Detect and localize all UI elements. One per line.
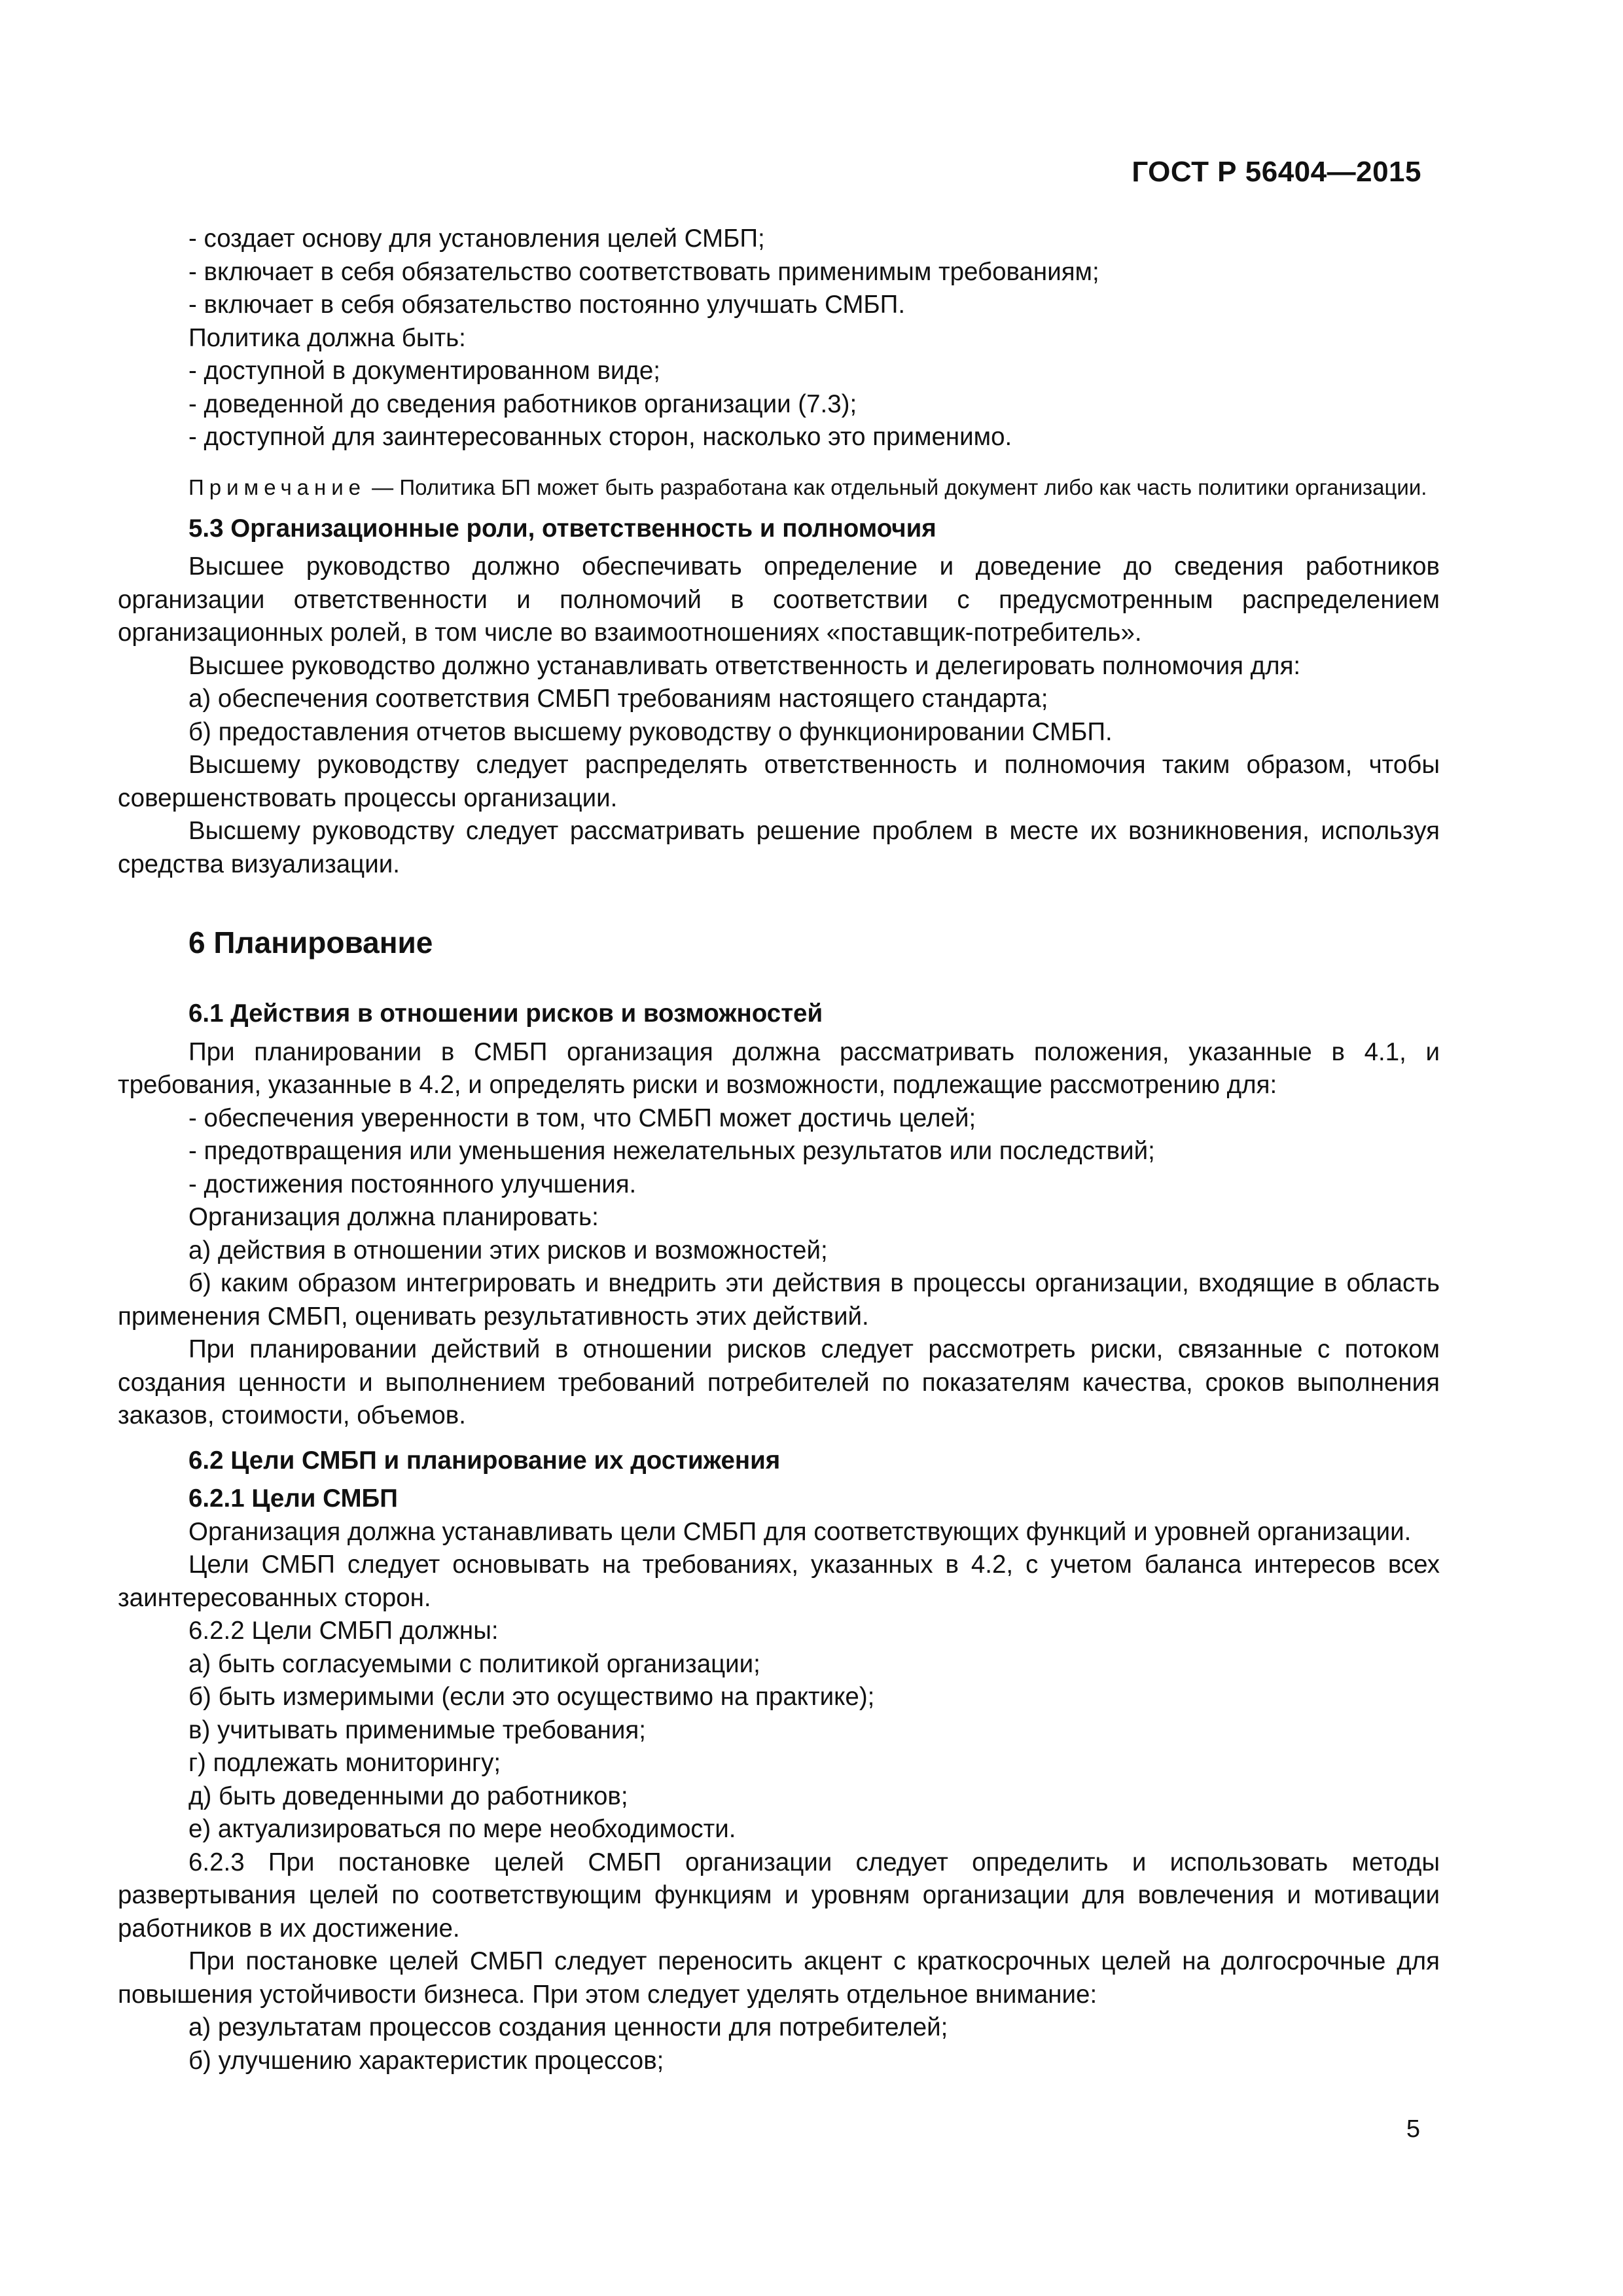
section-heading-6-2: 6.2 Цели СМБП и планирование их достижения	[188, 1446, 781, 1475]
note-label: Примечание	[188, 475, 366, 499]
section-heading-6-1: 6.1 Действия в отношении рисков и возможностей	[188, 999, 823, 1028]
paragraph: Цели СМБП следует основывать на требованиях, указанных в 4.2, с учетом баланса интересов всех заинтересованных сторон.	[118, 1551, 1440, 1612]
paragraph: При планировании в СМБП организация должна рассматривать положения, указанные в 4.1, и требования, указанные в 4.2, и определять риски и возможности, подлежащие рассмотрению для:	[118, 1037, 1440, 1099]
paragraph: 6.2.2 Цели СМБП должны:	[188, 1617, 499, 1645]
section-heading-5-3: 5.3 Организационные роли, ответственность и полномочия	[188, 514, 936, 543]
paragraph: Высшему руководству следует распределять ответственность и полномочия таким образом, чтобы совершенствовать процессы организации.	[118, 751, 1440, 812]
list-item: - доступной для заинтересованных сторон, насколько это применимо.	[188, 423, 1012, 451]
paragraph: б) каким образом интегрировать и внедрить эти действия в процессы организации, входящие в область применения СМБП, оценивать результативность этих действий.	[118, 1269, 1440, 1331]
list-item: в) учитывать применимые требования;	[188, 1715, 646, 1744]
list-item: - достижения постоянного улучшения.	[188, 1170, 637, 1198]
page-content	[118, 223, 1440, 2077]
list-item: б) улучшению характеристик процессов;	[188, 2046, 664, 2075]
paragraph: Высшее руководство должно устанавливать ответственность и делегировать полномочия для:	[188, 651, 1301, 680]
list-item: - доведенной до сведения работников организации (7.3);	[188, 389, 857, 418]
list-item: - включает в себя обязательство соответствовать применимым требованиям;	[188, 257, 1099, 286]
paragraph: Организация должна устанавливать цели СМБП для соответствующих функций и уровней организации.	[188, 1517, 1412, 1546]
list-item: е) актуализироваться по мере необходимости.	[188, 1815, 736, 1843]
paragraph: При постановке целей СМБП следует переносить акцент с краткосрочных целей на долгосрочные для повышения устойчивости бизнеса. При этом следует уделять отдельное внимание:	[118, 1947, 1440, 2009]
list-item: - доступной в документированном виде;	[188, 357, 660, 385]
list-item: - предотвращения или уменьшения нежелательных результатов или последствий;	[188, 1137, 1155, 1165]
subsection-heading-6-2-1: 6.2.1 Цели СМБП	[188, 1484, 398, 1513]
document-code-header: ГОСТ Р 56404—2015	[1132, 156, 1421, 188]
chapter-heading-6: 6 Планирование	[188, 925, 433, 960]
page-number: 5	[1406, 2115, 1420, 2143]
list-item: а) действия в отношении этих рисков и возможностей;	[188, 1236, 828, 1265]
list-item: д) быть доведенными до работников;	[188, 1782, 628, 1810]
note-text: — Политика БП может быть разработана как отдельный документ либо как часть политики организации.	[366, 475, 1427, 499]
list-item: а) обеспечения соответствия СМБП требованиям настоящего стандарта;	[188, 685, 1048, 713]
list-item: - обеспечения уверенности в том, что СМБП может достичь целей;	[188, 1103, 976, 1132]
note	[118, 474, 1440, 501]
list-item: а) результатам процессов создания ценности для потребителей;	[188, 2013, 948, 2041]
paragraph: Политика должна быть:	[188, 323, 466, 352]
paragraph: Высшее руководство должно обеспечивать определение и доведение до сведения работников организации ответственности и полномочий в соответствии с предусмотренным распределением организационных ролей, в том числе во взаимоотношениях «поставщик-потребитель».	[118, 552, 1440, 647]
list-item: б) предоставления отчетов высшему руководству о функционировании СМБП.	[188, 717, 1113, 746]
list-item: г) подлежать мониторингу;	[188, 1749, 501, 1777]
paragraph: Организация должна планировать:	[188, 1203, 599, 1231]
list-item: б) быть измеримыми (если это осуществимо на практике);	[188, 1683, 875, 1711]
paragraph: 6.2.3 При постановке целей СМБП организации следует определить и использовать методы развертывания целей по соответствующим функциям и уровням организации для вовлечения и мотивации работников в их достижение.	[118, 1848, 1440, 1943]
list-item: - создает основу для установления целей СМБП;	[188, 224, 765, 253]
paragraph: При планировании действий в отношении рисков следует рассмотреть риски, связанные с потоком создания ценности и выполнением требований потребителей по показателям качества, сроков выполнения заказов, стоимости, объемов.	[118, 1335, 1440, 1429]
paragraph: Высшему руководству следует рассматривать решение проблем в месте их возникновения, используя средства визуализации.	[118, 817, 1440, 878]
list-item: а) быть согласуемыми с политикой организации;	[188, 1649, 760, 1678]
list-item: - включает в себя обязательство постоянно улучшать СМБП.	[188, 291, 906, 319]
